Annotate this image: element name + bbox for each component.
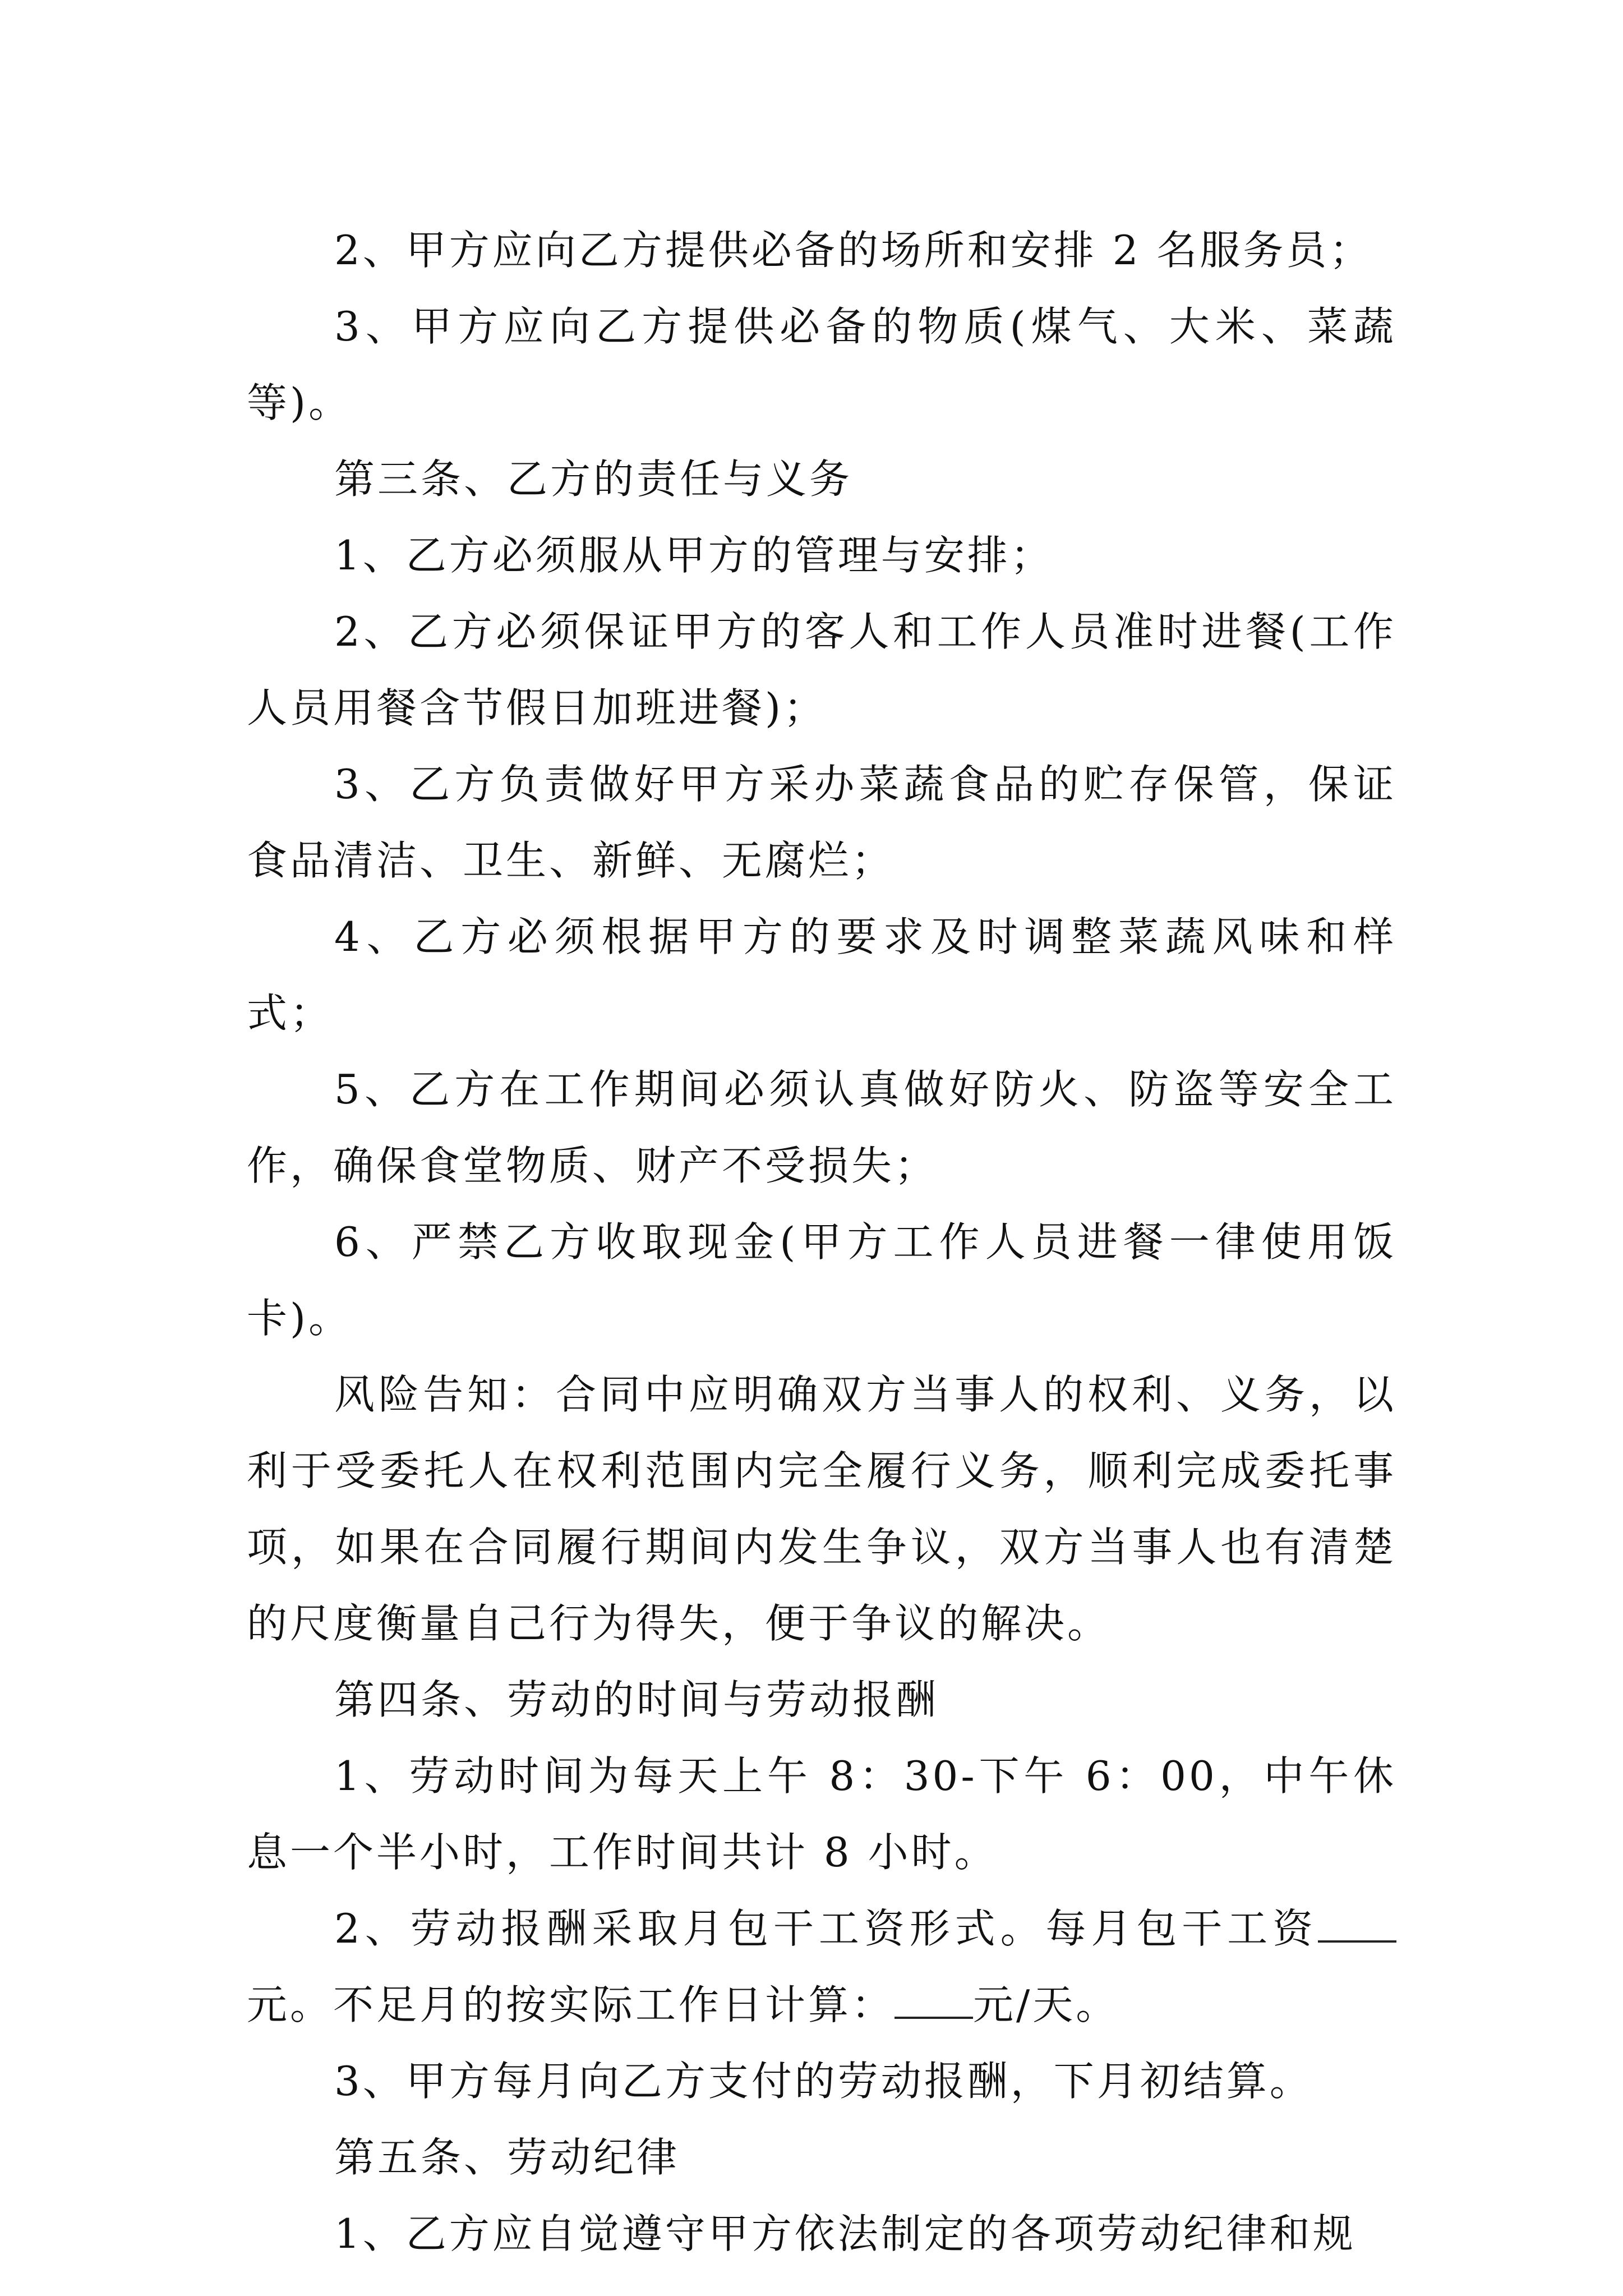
daily-wage-blank: [895, 1980, 973, 2019]
clause-a2: 2、甲方应向乙方提供必备的场所和安排 2 名服务员；: [334, 227, 1373, 274]
clause-b2: 2、乙方必须保证甲方的客人和工作人员准时进餐(工作人员用餐含节假日加班进餐)；: [247, 608, 1396, 731]
clause-a3: 3、甲方应向乙方提供必备的物质(煤气、大米、菜蔬等)。: [247, 303, 1396, 426]
wage-text-1: 2、劳动报酬采取月包干工资形式。每月包干工资: [334, 1905, 1318, 1952]
wage-text-3: 元/天。: [973, 1981, 1119, 2028]
monthly-wage-blank: [1318, 1903, 1396, 1943]
clause-b1: 1、乙方必须服从甲方的管理与安排；: [334, 532, 1054, 579]
clause-b5: 5、乙方在工作期间必须认真做好防火、防盗等安全工作，确保食堂物质、财产不受损失；: [247, 1066, 1396, 1189]
article-3-heading: 第三条、乙方的责任与义务: [334, 455, 853, 503]
clause-c2: [247, 1890, 1396, 2043]
article-4-heading: 第四条、劳动的时间与劳动报酬: [334, 1676, 939, 1723]
clause-d1: 1、乙方应自觉遵守甲方依法制定的各项劳动纪律和规: [334, 2210, 1356, 2257]
article-5-heading: 第五条、劳动纪律: [334, 2134, 680, 2181]
clause-c1: 1、劳动时间为每天上午 8：30-下午 6：00，中午休息一个半小时，工作时间共计 8 小时。: [247, 1752, 1396, 1876]
clause-b6: 6、严禁乙方收取现金(甲方工作人员进餐一律使用饭卡)。: [247, 1218, 1396, 1342]
clause-b4: 4、乙方必须根据甲方的要求及时调整菜蔬风味和样式；: [247, 913, 1396, 1037]
risk-notice: 风险告知：合同中应明确双方当事人的权利、义务，以利于受委托人在权利范围内完全履行义务，顺利完成委托事项，如果在合同履行期间内发生争议，双方当事人也有清楚的尺度衡量自己行为得失，便于争议的解决。: [247, 1371, 1396, 1647]
wage-text-2: 元。不足月的按实际工作日计算：: [247, 1981, 895, 2028]
clause-b3: 3、乙方负责做好甲方采办菜蔬食品的贮存保管，保证食品清洁、卫生、新鲜、无腐烂；: [247, 761, 1396, 884]
document-body: [247, 212, 1396, 2272]
clause-c3: 3、甲方每月向乙方支付的劳动报酬，下月初结算。: [334, 2058, 1313, 2105]
